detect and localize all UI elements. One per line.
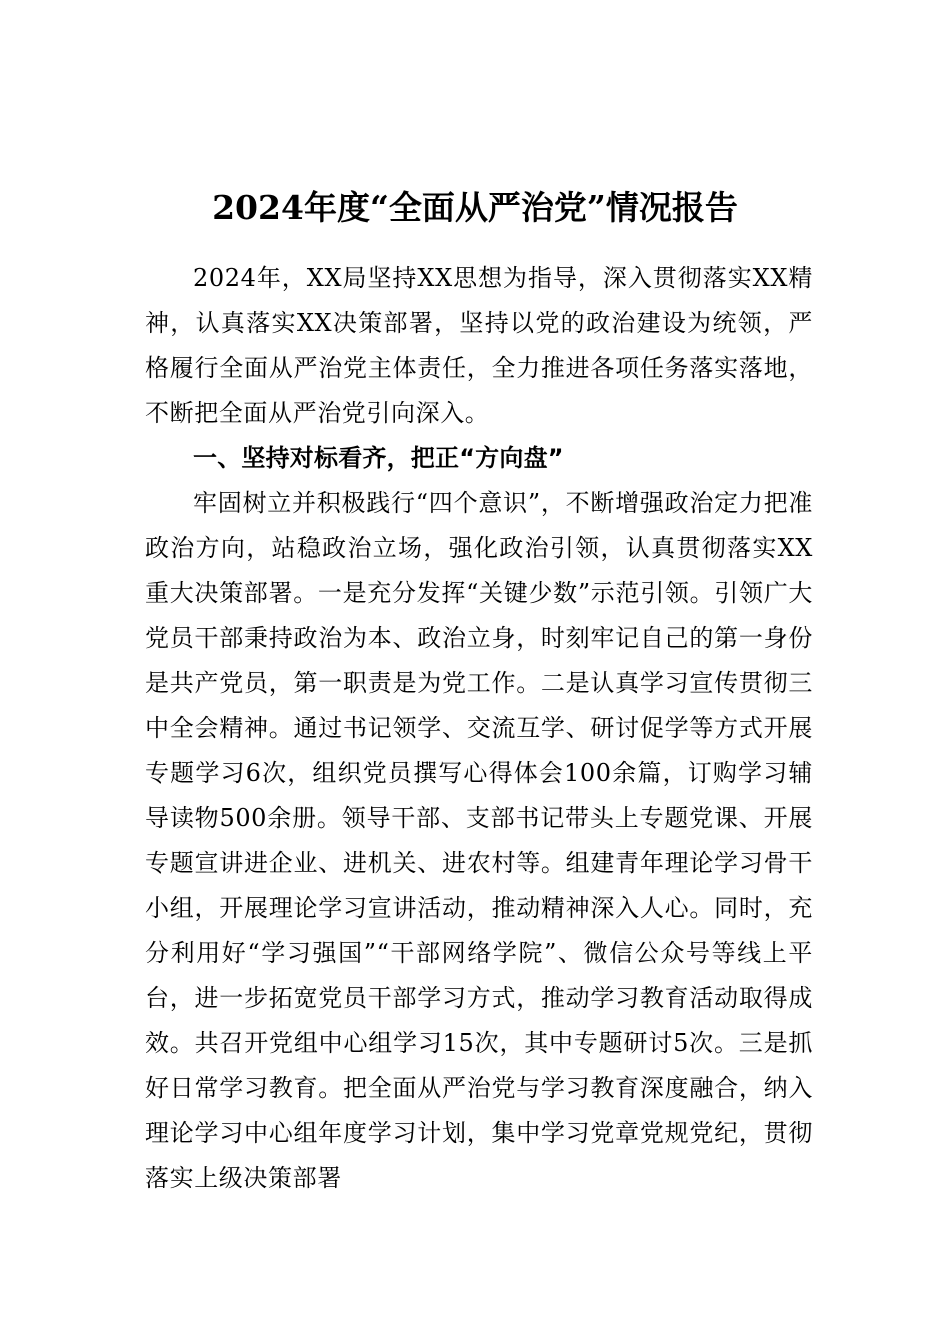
document-body: [145, 256, 813, 1201]
intro-paragraph: 2024年，XX局坚持XX思想为指导，深入贯彻落实XX精神，认真落实XX决策部署，坚持以党的政治建设为统领，严格履行全面从严治党主体责任，全力推进各项任务落实落地，不断把全面从严治党引向深入。: [145, 264, 813, 427]
section-1-heading: 一、坚持对标看齐，把正“方向盘”: [193, 444, 564, 472]
section-1-paragraph: 牢固树立并积极践行“四个意识”，不断增强政治定力把准政治方向，站稳政治立场，强化政治引领，认真贯彻落实XX重大决策部署。一是充分发挥“关键少数”示范引领。引领广大党员干部秉持政治为本、政治立身，时刻牢记自己的第一身份是共产党员，第一职责是为党工作。二是认真学习宣传贯彻三中全会精神。通过书记领学、交流互学、研讨促学等方式开展专题学习6次，组织党员撰写心得体会100余篇，订购学习辅导读物500余册。领导干部、支部书记带头上专题党课、开展专题宣讲进企业、进机关、进农村等。组建青年理论学习骨干小组，开展理论学习宣讲活动，推动精神深入人心。同时，充分利用好“学习强国”“干部网络学院”、微信公众号等线上平台，进一步拓宽党员干部学习方式，推动学习教育活动取得成效。共召开党组中心组学习15次，其中专题研讨5次。三是抓好日常学习教育。把全面从严治党与学习教育深度融合，纳入理论学习中心组年度学习计划，集中学习党章党规党纪，贯彻落实上级决策部署: [145, 489, 813, 1192]
document-title: 2024年度“全面从严治党”情况报告: [212, 188, 738, 228]
